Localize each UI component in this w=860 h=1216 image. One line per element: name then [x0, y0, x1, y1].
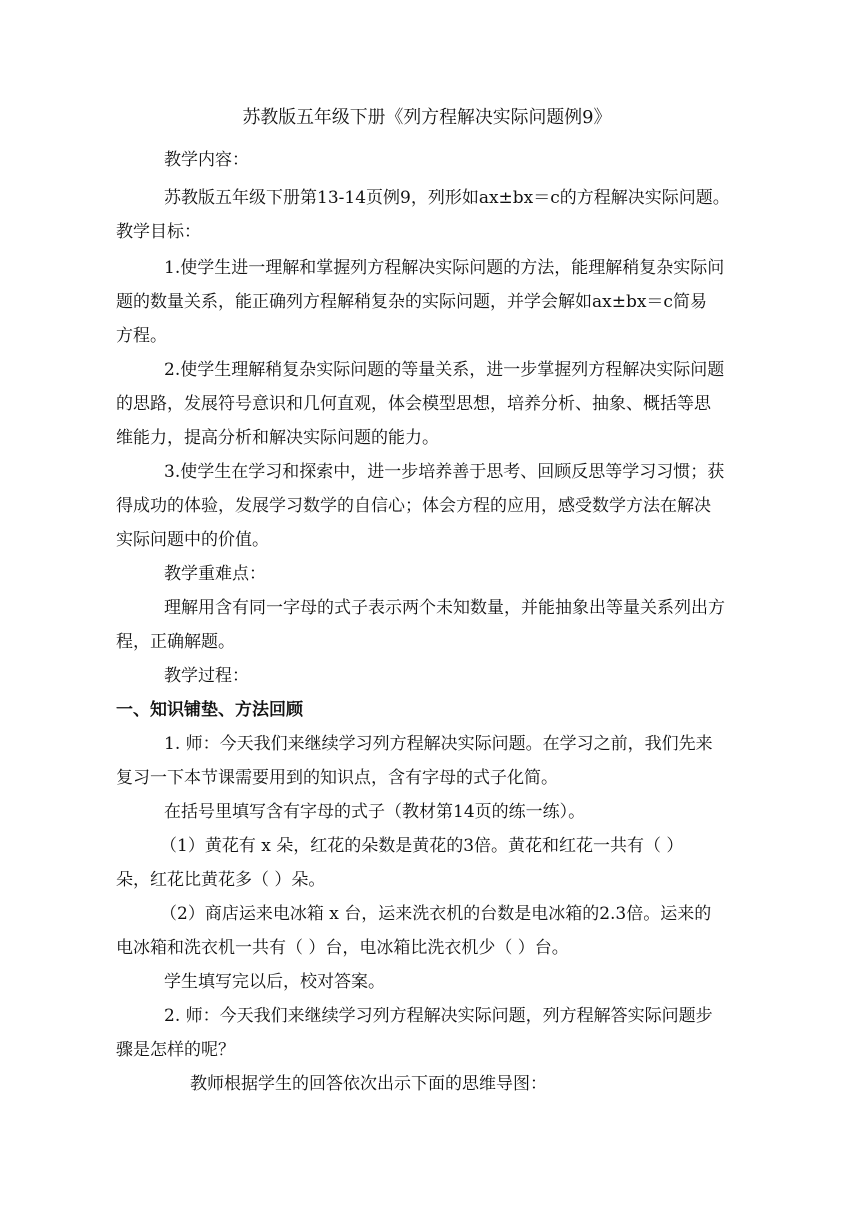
goal3-line2: 得成功的体验，发展学习数学的自信心；体会方程的应用，感受数学方法在解决: [116, 496, 711, 516]
goal2-line3: 维能力，提高分析和解决实际问题的能力。: [116, 428, 439, 448]
goals-label: 教学目标：: [116, 222, 201, 242]
q2-line1: （2）商店运来电冰箱 x 台，运来洗衣机的台数是电冰箱的2.3倍。运来的: [160, 904, 712, 924]
fill-intro: 在括号里填写含有字母的式子（教材第14页的练一练）。: [164, 802, 586, 822]
goal1-line2: 题的数量关系，能正确列方程解稍复杂的实际问题，并学会解如ax±bx＝c简易: [116, 292, 707, 312]
step1-line1: 1. 师：今天我们来继续学习列方程解决实际问题。在学习之前，我们先来: [164, 734, 713, 754]
key-label: 教学重难点：: [164, 564, 266, 584]
q1-line2: 朵，红花比黄花多（ ）朵。: [116, 870, 326, 890]
step1-line2: 复习一下本节课需要用到的知识点，含有字母的式子化简。: [116, 768, 558, 788]
document-title: 苏教版五年级下册《列方程解决实际问题例9》: [242, 107, 612, 128]
q2-line2: 电冰箱和洗衣机一共有（ ）台，电冰箱比洗衣机少（ ）台。: [116, 938, 569, 958]
process-label: 教学过程：: [164, 666, 249, 686]
goal1-line1: 1.使学生进一理解和掌握列方程解决实际问题的方法，能理解稍复杂实际问: [164, 258, 725, 278]
goal3-line1: 3.使学生在学习和探索中，进一步培养善于思考、回顾反思等学习习惯；获: [164, 462, 725, 482]
key-text-line1: 理解用含有同一字母的式子表示两个未知数量，并能抽象出等量关系列出方: [164, 598, 725, 618]
step2-line2: 骤是怎样的呢？: [116, 1040, 235, 1060]
key-text-line2: 程，正确解题。: [116, 632, 235, 652]
content-text: 苏教版五年级下册第13-14页例9，列形如ax±bx＝c的方程解决实际问题。: [164, 188, 730, 208]
goal3-line3: 实际问题中的价值。: [116, 530, 269, 550]
content-label: 教学内容：: [164, 150, 249, 170]
check-text: 学生填写完以后，校对答案。: [164, 972, 385, 992]
section1-heading: 一、知识铺垫、方法回顾: [116, 700, 303, 720]
goal2-line2: 的思路，发展符号意识和几何直观，体会模型思想，培养分析、抽象、概括等思: [116, 394, 711, 414]
goal1-line3: 方程。: [116, 326, 167, 346]
goal2-line1: 2.使学生理解稍复杂实际问题的等量关系，进一步掌握列方程解决实际问题: [164, 360, 725, 380]
mindmap-text: 教师根据学生的回答依次出示下面的思维导图：: [190, 1074, 547, 1094]
q1-line1: （1）黄花有 x 朵，红花的朵数是黄花的3倍。黄花和红花一共有（ ）: [160, 836, 684, 856]
step2-line1: 2. 师：今天我们来继续学习列方程解决实际问题，列方程解答实际问题步: [164, 1006, 713, 1026]
